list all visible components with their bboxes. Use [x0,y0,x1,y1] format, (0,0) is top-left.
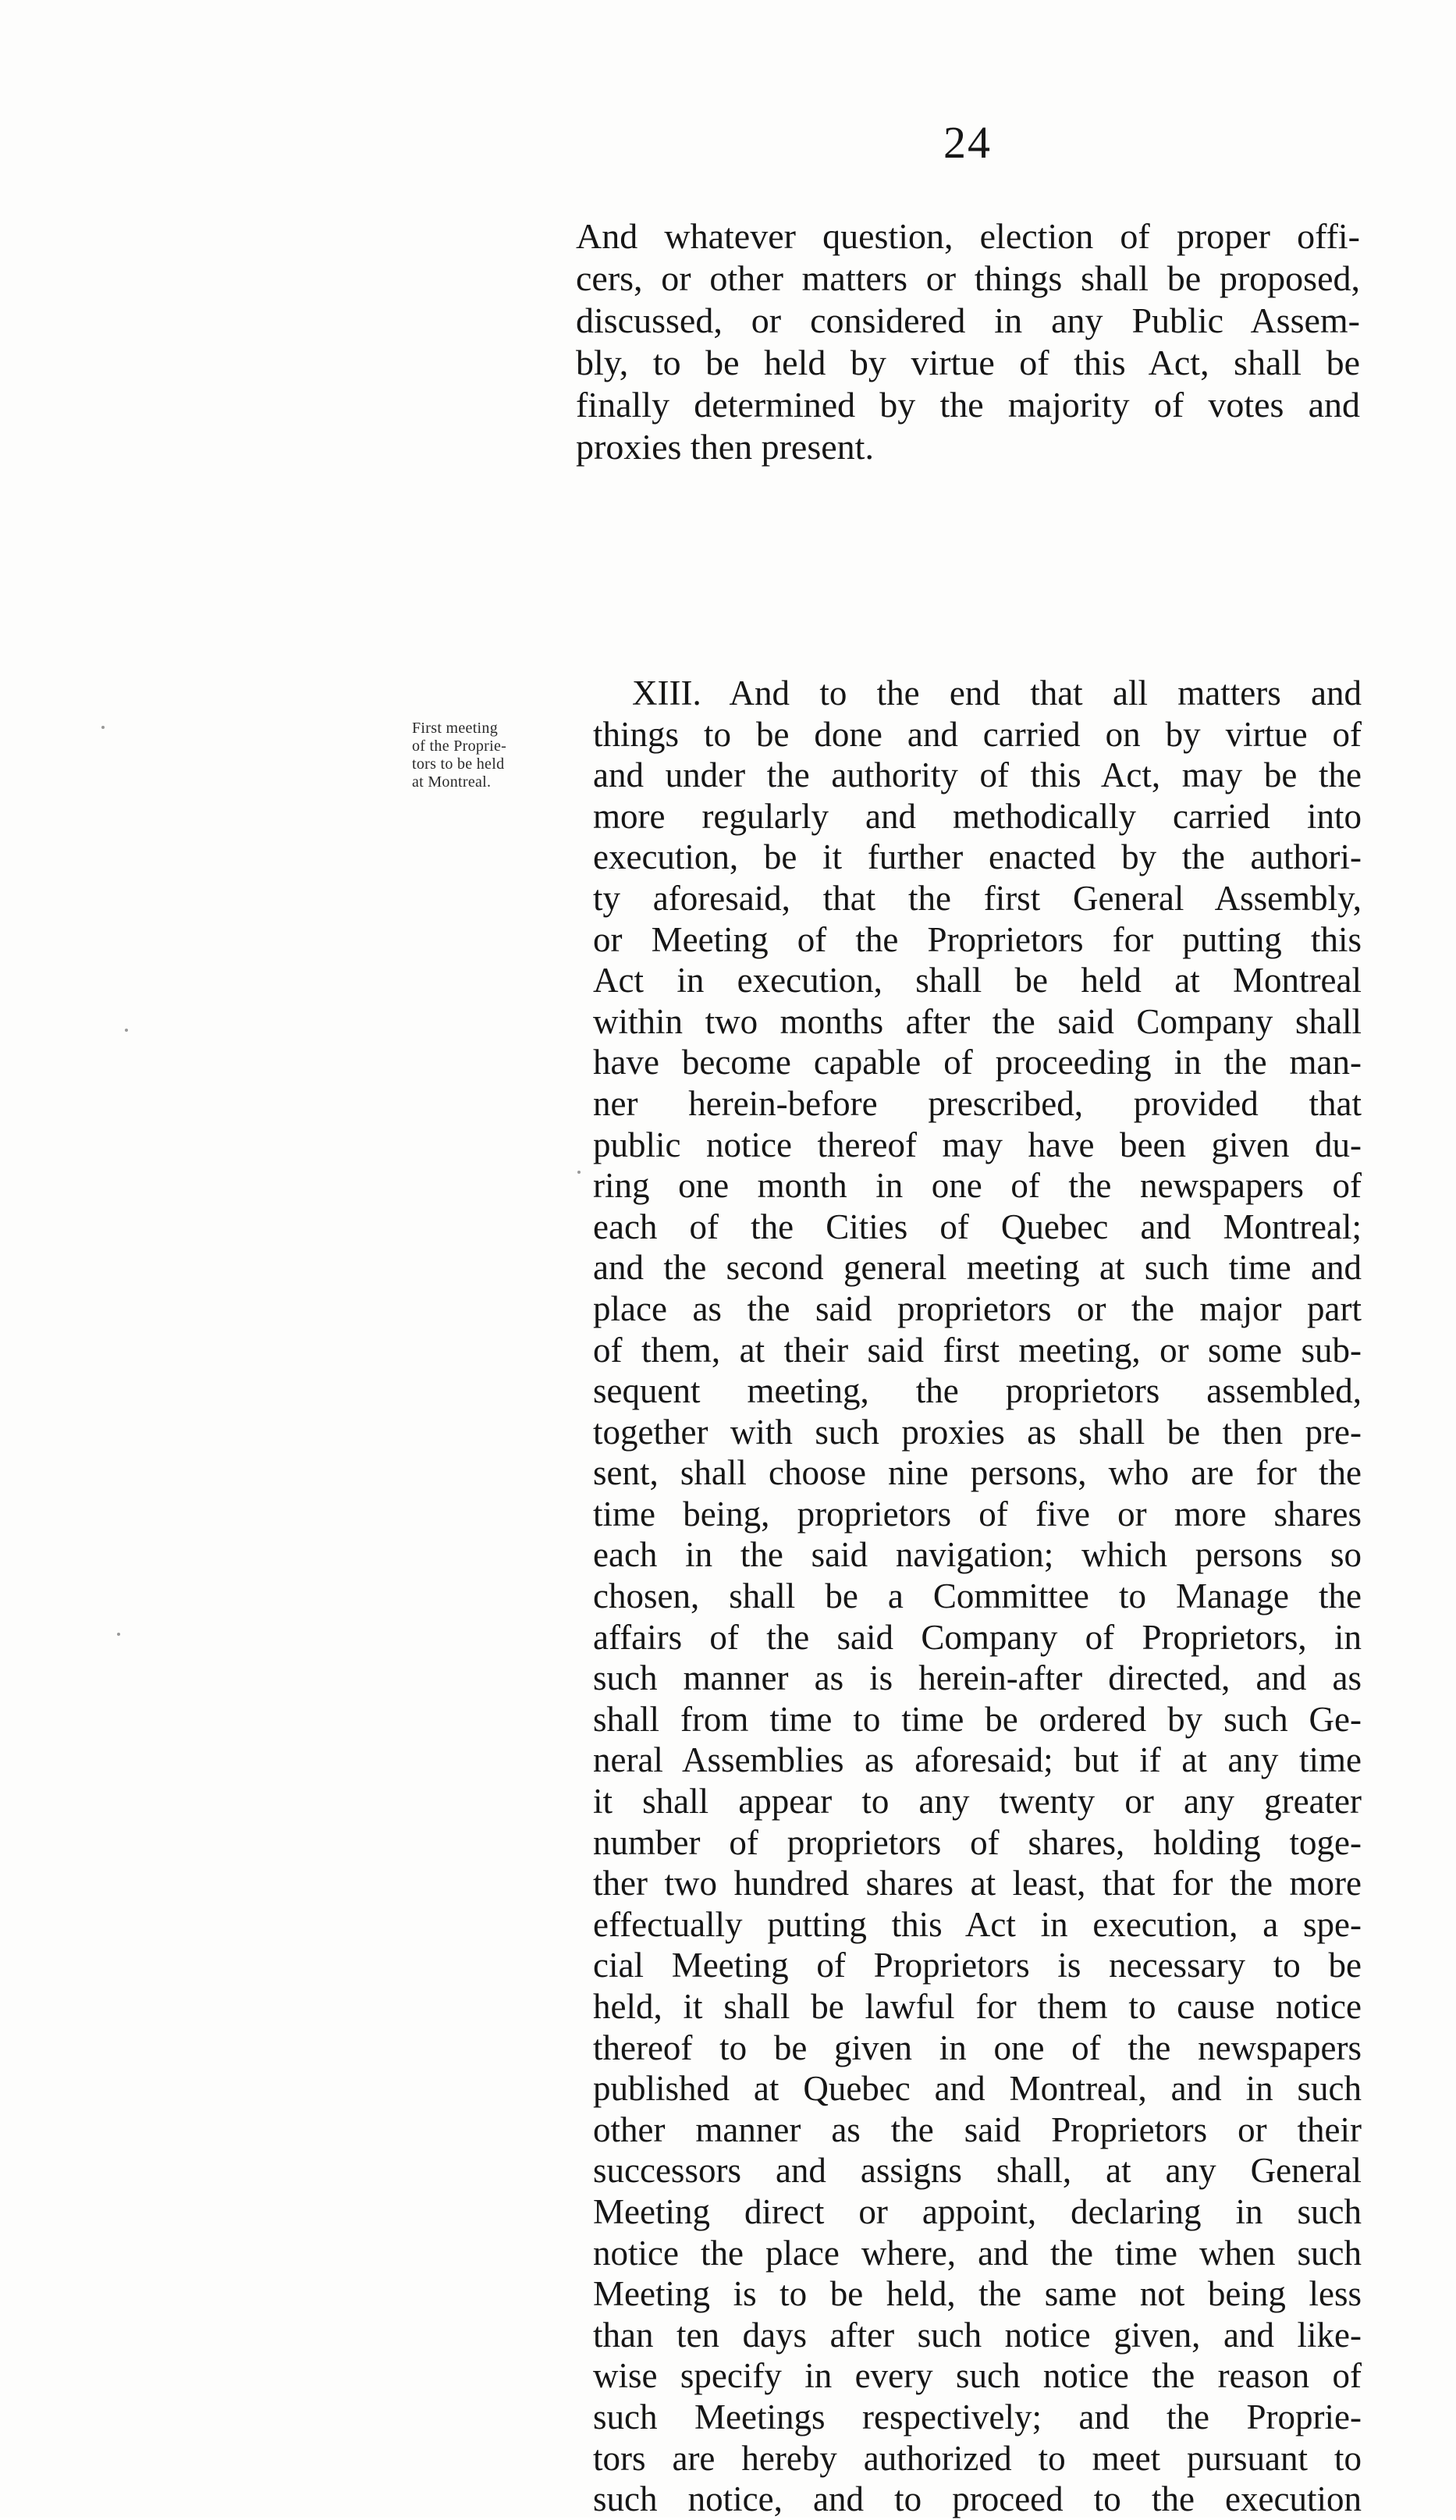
margin-note-line: First meeting [412,720,499,737]
paper-speck [101,726,105,729]
margin-note-line: at Montreal. [412,773,492,791]
text-line: sequent meeting, the proprietors assembled, [593,1371,1362,1411]
text-line: number of proprietors of shares, holding toge- [593,1822,1362,1862]
text-line: it shall appear to any twenty or any greater [593,1782,1362,1822]
text-line: within two months after the said Company shall [593,1001,1362,1041]
text-line: than ten days after such notice given, and like- [593,2315,1362,2355]
text-line: notice the place where, and the time when such [593,2233,1362,2273]
text-line: or Meeting of the Proprietors for putting this [593,919,1362,959]
text-line: things to be done and carried on by virtue of [593,714,1362,754]
text-line: held, it shall be lawful for them to cause notice [593,1987,1362,2026]
text-line: such notice, and to proceed to the execution [593,2479,1362,2519]
section-xiii [593,673,1362,2520]
text-line: bly, to be held by virtue of this Act, shall be [576,343,1360,382]
text-line: time being, proprietors of five or more shares [593,1494,1362,1534]
text-line: thereof to be given in one of the newspapers [593,2028,1362,2067]
text-line: more regularly and methodically carried into [593,796,1362,836]
text-line: ty aforesaid, that the first General Assembly, [593,878,1362,918]
text-line: such Meetings respectively; and the Proprie- [593,2397,1362,2436]
text-line: ring one month in one of the newspapers of [593,1166,1362,1206]
text-line: Meeting direct or appoint, declaring in such [593,2191,1362,2231]
text-line: tors are hereby authorized to meet pursuant to [593,2438,1362,2478]
text-line: discussed, or considered in any Public Assem- [576,300,1360,340]
text-line: XIII. And to the end that all matters and [632,674,1362,713]
text-line: wise specify in every such notice the reason of [593,2356,1362,2396]
text-line: each of the Cities of Quebec and Montreal; [593,1207,1362,1246]
text-line: public notice thereof may have been given du- [593,1125,1362,1164]
paragraph-voting-majority [576,215,1360,468]
text-line: place as the said proprietors or the major part [593,1288,1362,1328]
text-line: chosen, shall be a Committee to Manage the [593,1576,1362,1616]
text-line: together with such proxies as shall be then pre- [593,1412,1362,1452]
margin-note-line: tors to be held [412,755,505,773]
text-line: have become capable of proceeding in the man- [593,1043,1362,1082]
text-line: Act in execution, shall be held at Montreal [593,961,1362,1001]
text-line: shall from time to time be ordered by such Ge- [593,1699,1362,1739]
text-line: other manner as the said Proprietors or their [593,2109,1362,2149]
text-line: of them, at their said first meeting, or some sub- [593,1330,1362,1370]
text-line: each in the said navigation; which persons so [593,1535,1362,1575]
text-line: and under the authority of this Act, may be the [593,755,1362,795]
text-line: affairs of the said Company of Proprietors, in [593,1617,1362,1657]
text-line: and the second general meeting at such time and [593,1248,1362,1288]
paper-speck [577,1171,581,1174]
text-line: ner herein-before prescribed, provided that [593,1083,1362,1123]
text-line: successors and assigns shall, at any General [593,2151,1362,2191]
text-line: ther two hundred shares at least, that for the more [593,1864,1362,1903]
text-line: And whatever question, election of proper offi- [576,216,1360,256]
text-line: finally determined by the majority of votes and [576,385,1360,425]
margin-note-line: of the Proprie- [412,738,507,755]
text-line: sent, shall choose nine persons, who are for the [593,1453,1362,1493]
text-line: proxies then present. [576,427,874,467]
paper-speck [125,1029,128,1032]
margin-note [412,720,560,791]
text-line: cers, or other matters or things shall be proposed, [576,258,1360,298]
text-line: cial Meeting of Proprietors is necessary to be [593,1946,1362,1985]
text-line: published at Quebec and Montreal, and in such [593,2069,1362,2109]
page-number: 24 [943,117,992,168]
text-line: Meeting is to be held, the same not being less [593,2274,1362,2314]
text-line: such manner as is herein-after directed, and as [593,1658,1362,1698]
text-line: execution, be it further enacted by the authori- [593,837,1362,877]
text-line: effectually putting this Act in execution, a spe- [593,1904,1362,1944]
text-line: neral Assemblies as aforesaid; but if at any time [593,1740,1362,1780]
paper-speck [117,1633,120,1636]
